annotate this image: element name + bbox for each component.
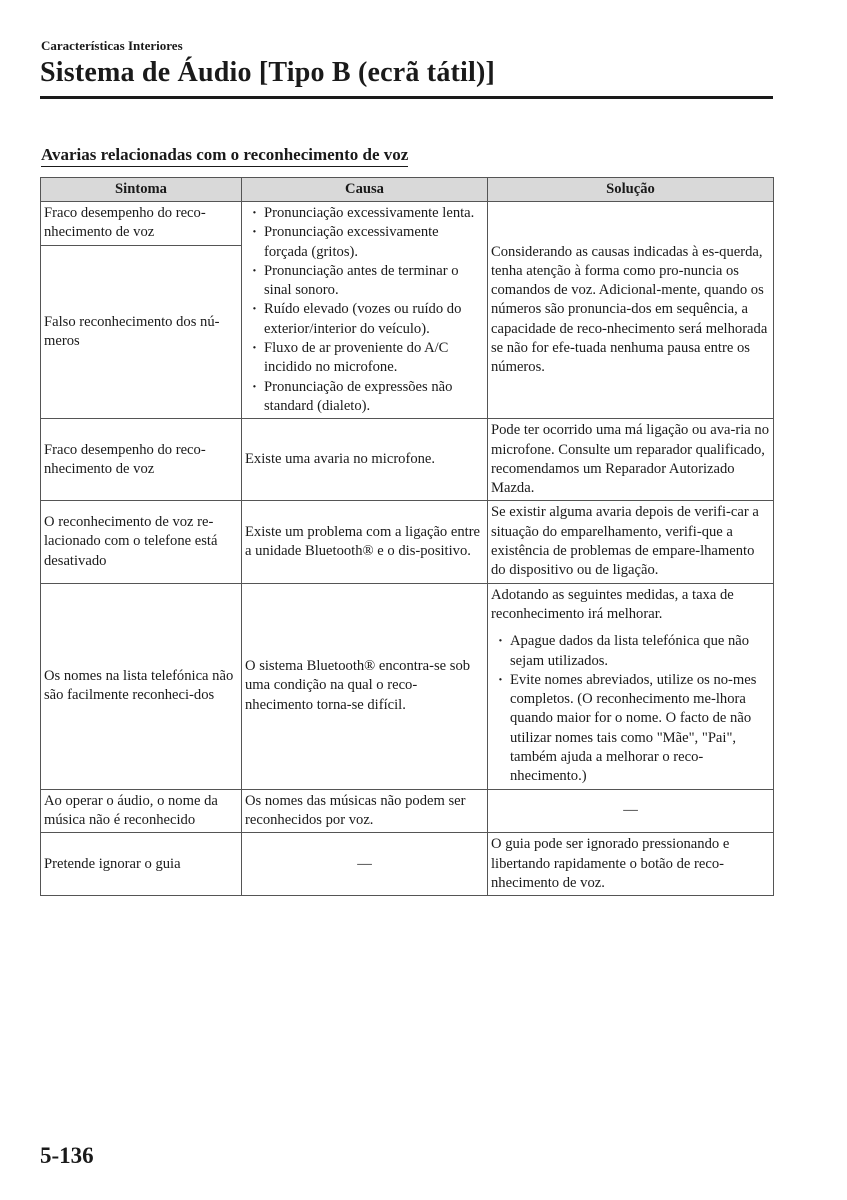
cause-cell bbox=[242, 202, 488, 419]
solution-cell: Pode ter ocorrido uma má ligação ou ava-ria no microfone. Consulte um reparador qualificado, recomendamos um Reparador Autorizado Mazda. bbox=[488, 419, 774, 501]
table-row bbox=[41, 583, 774, 789]
cause-cell: O sistema Bluetooth® encontra-se sob uma condição na qual o reco-nhecimento torna-se difícil. bbox=[242, 583, 488, 789]
list-item: · Pronunciação de expressões não standard (dialeto). bbox=[245, 378, 484, 417]
symptom-cell: Fraco desempenho do reco-nhecimento de voz bbox=[41, 202, 242, 246]
title-divider bbox=[40, 96, 773, 99]
page-title: Sistema de Áudio [Tipo B (ecrã tátil)] bbox=[40, 57, 496, 88]
chapter-category: Características Interiores bbox=[41, 38, 183, 53]
list-item: · Ruído elevado (vozes ou ruído do exterior/interior do veículo). bbox=[245, 300, 484, 339]
table-header-row bbox=[41, 178, 774, 202]
cause-cell: Existe um problema com a ligação entre a unidade Bluetooth® e o dis-positivo. bbox=[242, 501, 488, 583]
table-row bbox=[41, 833, 774, 896]
symptom-cell: Fraco desempenho do reco-nhecimento de voz bbox=[41, 419, 242, 501]
solution-list bbox=[491, 632, 770, 786]
symptom-cell: Ao operar o áudio, o nome da música não é reconhecido bbox=[41, 789, 242, 833]
column-header-symptom: Sintoma bbox=[41, 178, 242, 202]
symptom-cell: Os nomes na lista telefónica não são facilmente reconheci-dos bbox=[41, 583, 242, 789]
table-row bbox=[41, 789, 774, 833]
table-row bbox=[41, 202, 774, 246]
list-item: · Pronunciação antes de terminar o sinal sonoro. bbox=[245, 262, 484, 301]
solution-cell: Se existir alguma avaria depois de verifi-car a situação do emparelhamento, verifi-que a existência de problemas de empare-lhamento do dispositivo ou de ligação. bbox=[488, 501, 774, 583]
section-heading: Avarias relacionadas com o reconhecimento de voz bbox=[41, 145, 408, 167]
symptom-cell: Pretende ignorar o guia bbox=[41, 833, 242, 896]
cause-cell: Existe uma avaria no microfone. bbox=[242, 419, 488, 501]
table-row bbox=[41, 501, 774, 583]
list-item: · Pronunciação excessivamente forçada (gritos). bbox=[245, 223, 484, 262]
solution-cell: Considerando as causas indicadas à es-querda, tenha atenção à forma como pro-nuncia os comandos de voz. Adicional-mente, quando os números são pronuncia-dos em sequência, a capacidade de reco-nhecimento será melhorada se não for efe-tuada nenhuma pausa entre os números. bbox=[488, 202, 774, 419]
page-number: 5-136 bbox=[40, 1143, 94, 1168]
cause-cell: Os nomes das músicas não podem ser reconhecidos por voz. bbox=[242, 789, 488, 833]
voice-recognition-fault-table bbox=[40, 177, 774, 896]
cause-list bbox=[245, 204, 484, 416]
list-item: · Apague dados da lista telefónica que não sejam utilizados. bbox=[491, 632, 770, 671]
column-header-cause: Causa bbox=[242, 178, 488, 202]
cause-cell: — bbox=[242, 833, 488, 896]
solution-cell bbox=[488, 583, 774, 789]
table-row bbox=[41, 419, 774, 501]
list-item: · Pronunciação excessivamente lenta. bbox=[245, 204, 484, 223]
list-item: · Fluxo de ar proveniente do A/C incidido no microfone. bbox=[245, 339, 484, 378]
column-header-solution: Solução bbox=[488, 178, 774, 202]
symptom-cell: Falso reconhecimento dos nú-meros bbox=[41, 245, 242, 419]
solution-cell: — bbox=[488, 789, 774, 833]
solution-cell: O guia pode ser ignorado pressionando e libertando rapidamente o botão de reco-nhecimento de voz. bbox=[488, 833, 774, 896]
list-item: · Evite nomes abreviados, utilize os no-mes completos. (O reconhecimento me-lhora quando maior for o nome. O facto de não utilizar nomes tais como "Mãe", "Pai", também ajuda a melhorar o reco-nhecimento.) bbox=[491, 671, 770, 787]
solution-intro: Adotando as seguintes medidas, a taxa de reconhecimento irá melhorar. bbox=[491, 586, 734, 622]
symptom-cell: O reconhecimento de voz re-lacionado com o telefone está desativado bbox=[41, 501, 242, 583]
